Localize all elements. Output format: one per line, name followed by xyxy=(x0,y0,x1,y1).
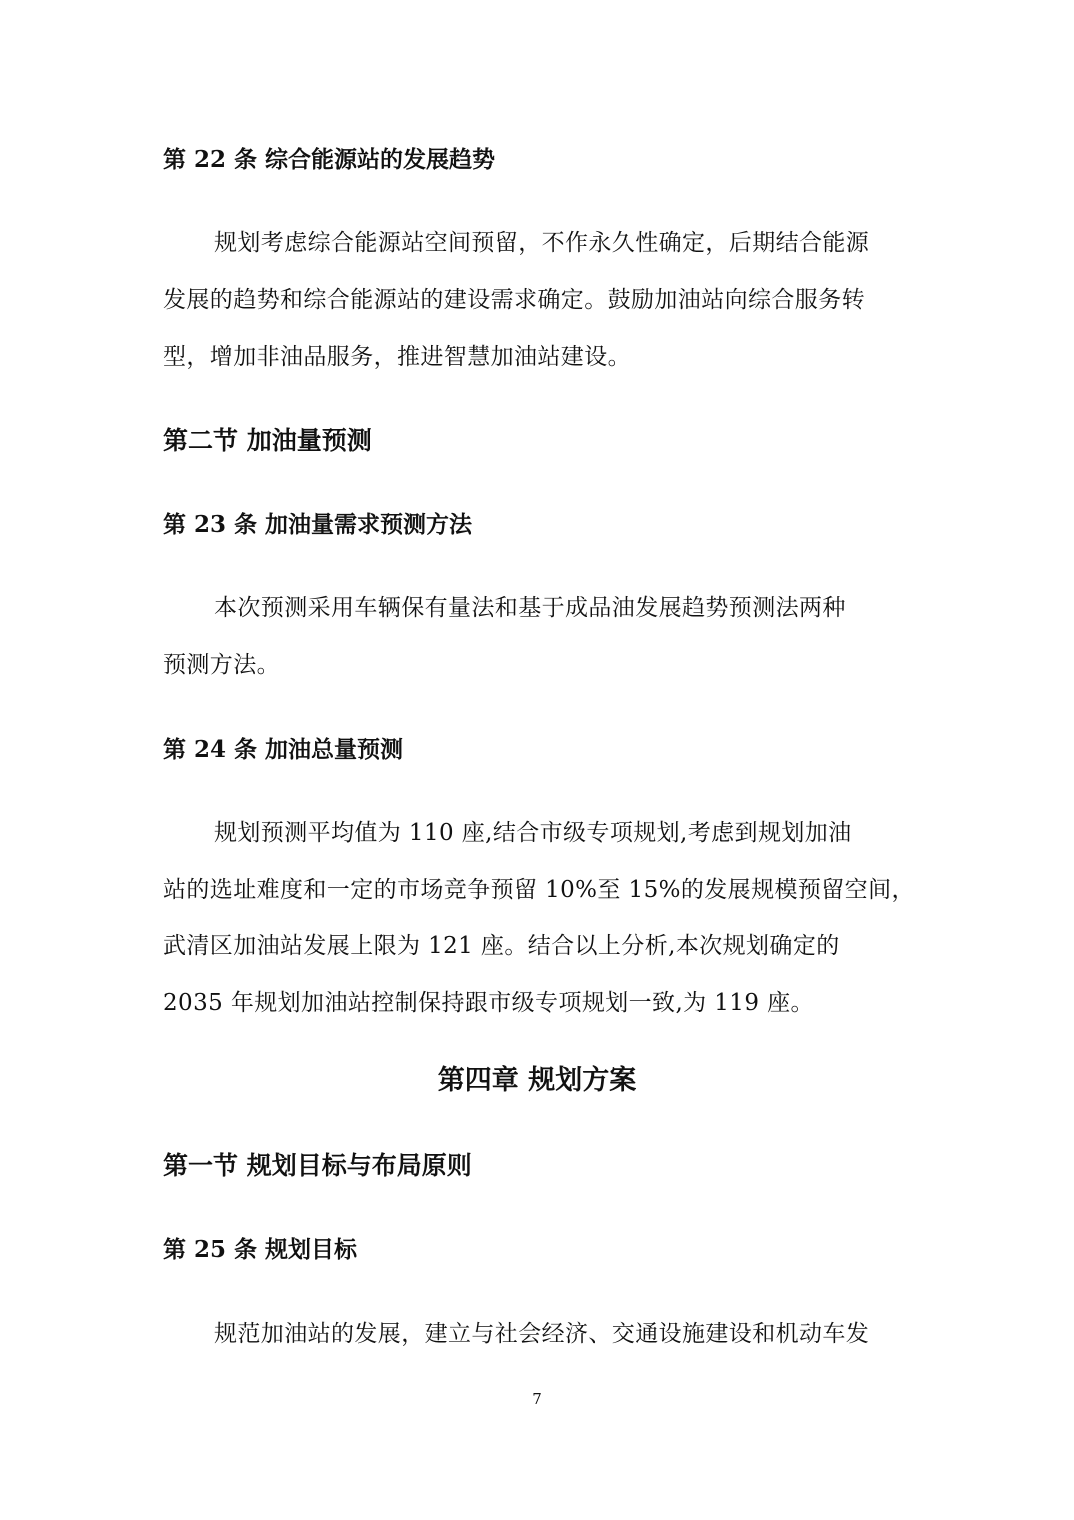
article-24-line-3: 武清区加油站发展上限为 121 座。结合以上分析,本次规划确定的 xyxy=(163,933,840,959)
article-22-line-2: 发展的趋势和综合能源站的建设需求确定。鼓励加油站向综合服务转 xyxy=(163,287,865,313)
article-23-line-1: 本次预测采用车辆保有量法和基于成品油发展趋势预测法两种 xyxy=(214,595,846,621)
article-24-line-4: 2035 年规划加油站控制保持跟市级专项规划一致,为 119 座。 xyxy=(163,990,814,1016)
article-22-line-1: 规划考虑综合能源站空间预留，不作永久性确定，后期结合能源 xyxy=(214,230,870,256)
article-25-heading: 第 25 条 规划目标 xyxy=(163,1236,358,1263)
article-24-heading: 第 24 条 加油总量预测 xyxy=(163,736,404,763)
page-number: 7 xyxy=(532,1390,542,1408)
article-25-line-1: 规范加油站的发展，建立与社会经济、交通设施建设和机动车发 xyxy=(214,1321,870,1347)
article-24-line-2: 站的选址难度和一定的市场竞争预留 10%至 15%的发展规模预留空间， xyxy=(163,877,915,903)
article-24-line-1: 规划预测平均值为 110 座,结合市级专项规划,考虑到规划加油 xyxy=(214,820,852,846)
article-22-heading: 第 22 条 综合能源站的发展趋势 xyxy=(163,146,496,173)
chapter-4-heading: 第四章 规划方案 xyxy=(437,1065,637,1096)
article-23-heading: 第 23 条 加油量需求预测方法 xyxy=(163,511,473,538)
article-23-line-2: 预测方法。 xyxy=(163,652,280,678)
section-2-heading: 第二节 加油量预测 xyxy=(163,426,372,455)
article-22-line-3: 型，增加非油品服务，推进智慧加油站建设。 xyxy=(163,344,631,370)
section-1-heading: 第一节 规划目标与布局原则 xyxy=(163,1151,472,1180)
